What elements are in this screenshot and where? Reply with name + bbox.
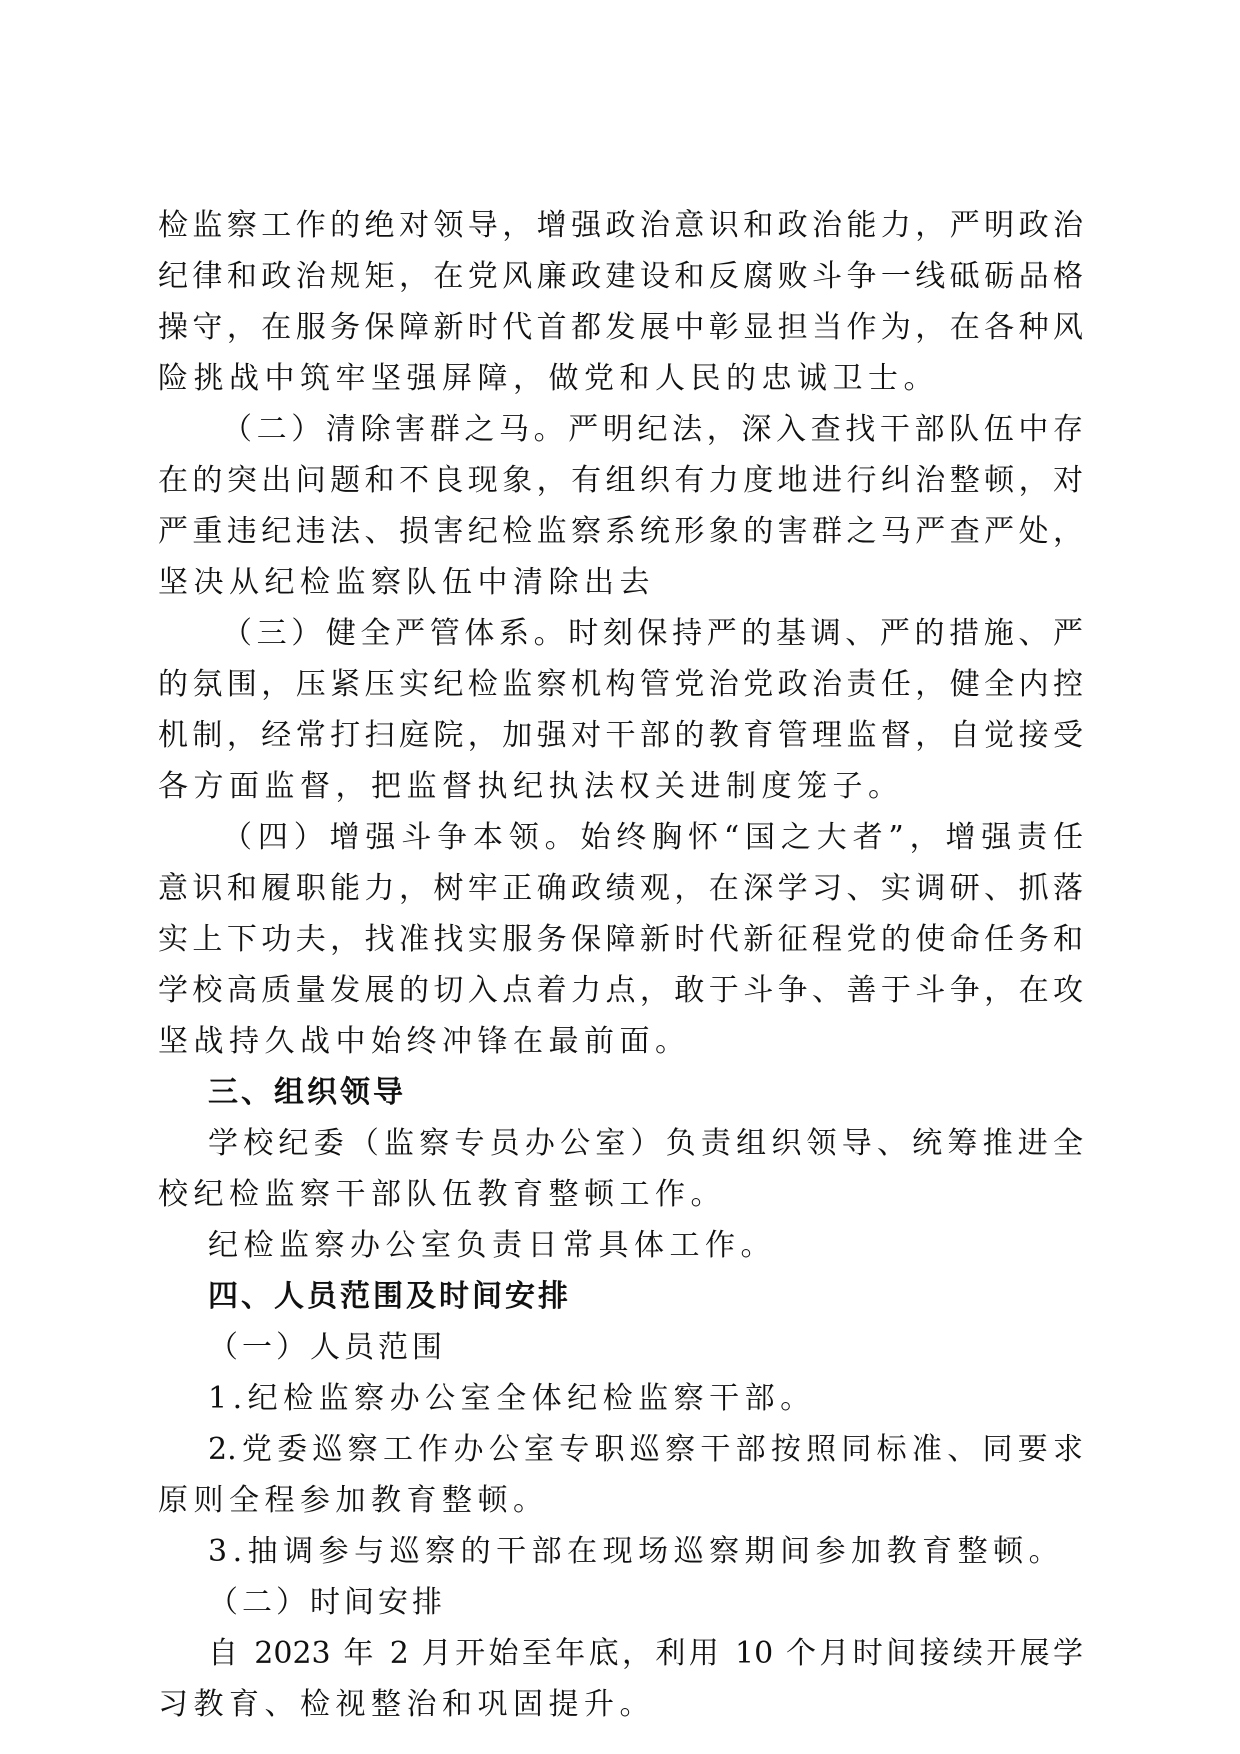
section-heading: 三、组织领导 xyxy=(208,1075,406,1110)
text-line: 的氛围，压紧压实纪检监察机构管党治党政治责任，健全内控 xyxy=(158,667,1083,702)
document-page xyxy=(158,200,1083,1730)
text-line: 严重违纪违法、损害纪检监察系统形象的害群之马严查严处， xyxy=(158,514,1083,549)
text-line: （四）增强斗争本领。始终胸怀“国之大者”，增强责任 xyxy=(222,820,1083,855)
list-item: 2.党委巡察工作办公室专职巡察干部按照同标准、同要求 xyxy=(208,1432,1083,1467)
text-line: 坚决从纪检监察队伍中清除出去 xyxy=(158,565,655,600)
text-line: 实上下功夫，找准找实服务保障新时代新征程党的使命任务和 xyxy=(158,922,1083,957)
text-line: 机制，经常打扫庭院，加强对干部的教育管理监督，自觉接受 xyxy=(158,718,1083,753)
list-item: 1.纪检监察办公室全体纪检监察干部。 xyxy=(208,1381,816,1416)
text-line: 操守，在服务保障新时代首都发展中彰显担当作为，在各种风 xyxy=(158,310,1083,345)
text-line: 自 2023 年 2 月开始至年底，利用 10 个月时间接续开展学 xyxy=(208,1636,1083,1671)
text-line: 纪律和政治规矩，在党风廉政建设和反腐败斗争一线砥砺品格 xyxy=(158,259,1083,294)
text-line: 坚战持久战中始终冲锋在最前面。 xyxy=(158,1024,691,1059)
text-line: 学校高质量发展的切入点着力点，敢于斗争、善于斗争，在攻 xyxy=(158,973,1083,1008)
text-line: （三）健全严管体系。时刻保持严的基调、严的措施、严 xyxy=(222,616,1083,651)
subsection-heading: （二）时间安排 xyxy=(208,1585,446,1620)
text-line: 在的突出问题和不良现象，有组织有力度地进行纠治整顿，对 xyxy=(158,463,1083,498)
text-line: 学校纪委（监察专员办公室）负责组织领导、统筹推进全 xyxy=(208,1126,1083,1161)
text-line: 校纪检监察干部队伍教育整顿工作。 xyxy=(158,1177,726,1212)
text-line: 原则全程参加教育整顿。 xyxy=(158,1483,549,1518)
section-heading: 四、人员范围及时间安排 xyxy=(208,1279,571,1314)
text-line: （二）清除害群之马。严明纪法，深入查找干部队伍中存 xyxy=(222,412,1083,447)
text-line: 险挑战中筑牢坚强屏障，做党和人民的忠诚卫士。 xyxy=(158,361,939,396)
text-line: 习教育、检视整治和巩固提升。 xyxy=(158,1687,655,1722)
subsection-heading: （一）人员范围 xyxy=(208,1330,446,1365)
text-line: 纪检监察办公室负责日常具体工作。 xyxy=(208,1228,776,1263)
text-line: 各方面监督，把监督执纪执法权关进制度笼子。 xyxy=(158,769,904,804)
text-line: 意识和履职能力，树牢正确政绩观，在深学习、实调研、抓落 xyxy=(158,871,1083,906)
list-item: 3.抽调参与巡察的干部在现场巡察期间参加教育整顿。 xyxy=(208,1534,1065,1569)
text-line: 检监察工作的绝对领导，增强政治意识和政治能力，严明政治 xyxy=(158,208,1083,243)
